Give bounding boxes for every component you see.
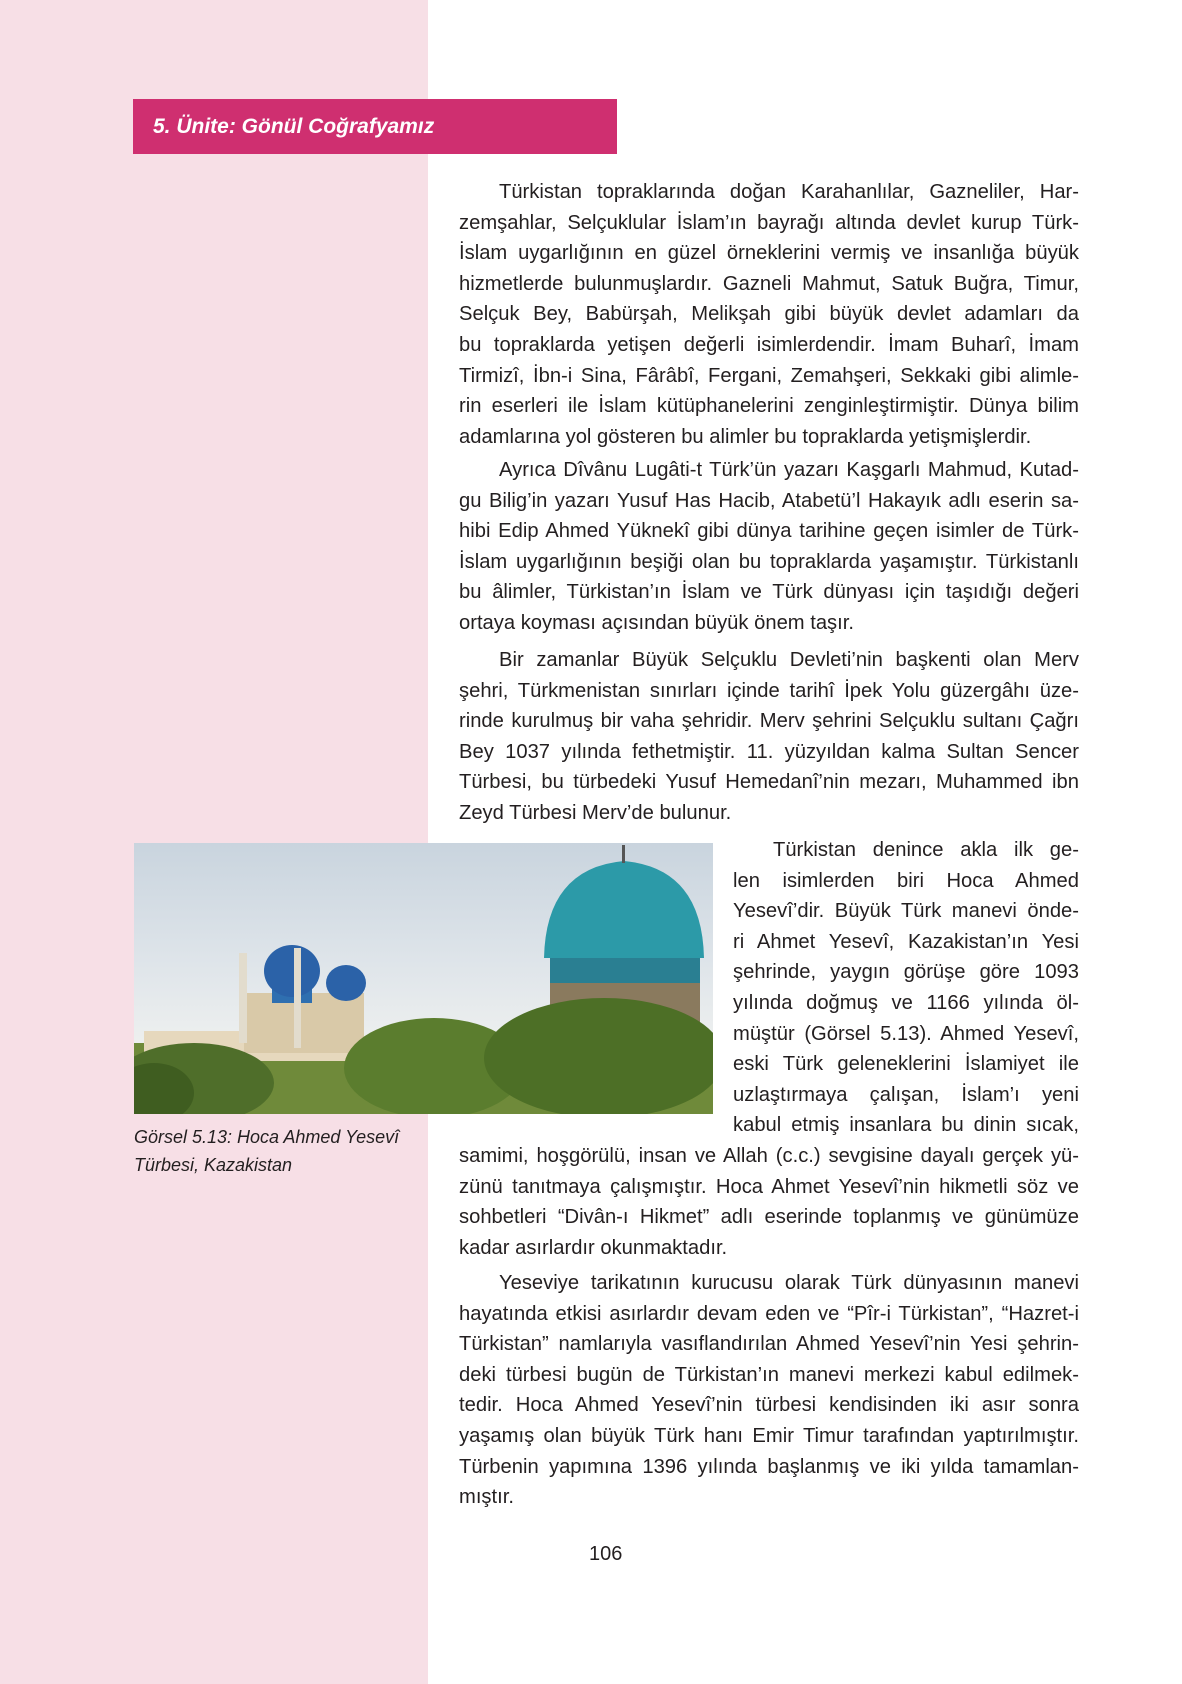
text-line: tedir. Hoca Ahmed Yesevî’nin türbesi kendisinden iki asır sonra [459, 1394, 1079, 1417]
text-line: şehri, Türkmenistan sınırları içinde tarihî İpek Yolu güzergâhı üze- [459, 679, 1079, 702]
text-line: Türkistan denince akla ilk ge- [773, 839, 1079, 861]
text-line: zemşahlar, Selçuklular İslam’ın bayrağı altında devlet kurup Türk- [459, 211, 1079, 234]
text-line: İslam uygarlığının en güzel örneklerini vermiş ve insanlığa büyük [459, 242, 1079, 265]
text-line: samimi, hoşgörülü, insan ve Allah (c.c.) sevgisine dayalı gerçek yü- [459, 1145, 1079, 1167]
text-line: yılında doğmuş ve 1166 yılında öl- [733, 991, 1079, 1014]
text-line: hizmetlerde bulunmuşlardır. Gazneli Mahmut, Satuk Buğra, Timur, [459, 272, 1079, 295]
text-line: rinde kurulmuş bir vaha şehridir. Merv şehrini Selçuklu sultanı Çağrı [459, 710, 1079, 733]
text-line: hayatında etkisi asırlardır devam eden ve “Pîr-i Türkistan”, “Hazret-i [459, 1302, 1079, 1325]
text-line: Ayrıca Dîvânu Lugâti-t Türk’ün yazarı Kaşgarlı Mahmud, Kutad- [499, 459, 1079, 481]
text-line: Bey 1037 yılında fethetmiştir. 11. yüzyıldan kalma Sultan Sencer [459, 740, 1079, 763]
unit-header [133, 99, 617, 154]
text-line: kadar asırlardır okunmaktadır. [459, 1236, 728, 1259]
text-line: kabul etmiş insanlara bu dinin sıcak, [733, 1114, 1079, 1137]
figure-caption [134, 1123, 399, 1179]
text-line: Yeseviye tarikatının kurucusu olarak Türk dünyasının manevi [499, 1272, 1079, 1294]
page-number: 106 [589, 1543, 623, 1565]
text-line: bu âlimler, Türkistan’ın İslam ve Türk dünyası için taşıdığı değeri [459, 581, 1079, 604]
text-line: mıştır. [459, 1486, 514, 1509]
text-line: yaşamış olan büyük Türk hanı Emir Timur tarafından yaptırılmıştır. [459, 1424, 1079, 1447]
text-line: Tirmizî, İbn-i Sina, Fârâbî, Fergani, Zemahşeri, Sekkaki gibi alimle- [459, 364, 1079, 387]
paragraph-4 [459, 1141, 1079, 1263]
text-line: ortaya koyması açısından büyük önem taşır. [459, 611, 854, 634]
text-line: eski Türk geleneklerini İslamiyet ile [733, 1053, 1079, 1076]
caption-line: Görsel 5.13: Hoca Ahmed Yesevî [134, 1127, 400, 1147]
paragraph-1 [459, 177, 1079, 452]
text-line: Türkistan” namlarıyla vasıflandırılan Ahmed Yesevî’nin Yesi şehrin- [459, 1333, 1079, 1356]
paragraph-4-wrapped [733, 835, 1079, 1141]
text-line: zünü tanıtmaya çalışmıştır. Hoca Ahmet Yesevî’nin hikmetli söz ve [459, 1175, 1079, 1198]
text-line: adamlarına yol gösteren bu alimler bu topraklarda yetişmişlerdir. [459, 425, 1032, 448]
text-line: İslam uygarlığının beşiği olan bu topraklarda yaşamıştır. Türkistanlı [459, 550, 1079, 573]
text-line: Zeyd Türbesi Merv’de bulunur. [459, 801, 732, 824]
unit-title: 5. Ünite: Gönül Coğrafyamız [153, 115, 435, 138]
paragraph-5 [459, 1268, 1079, 1513]
text-line: Türbenin yapımına 1396 yılında başlanmış ve iki yılda tamamlan- [459, 1455, 1079, 1478]
text-line: müştür (Görsel 5.13). Ahmed Yesevî, [733, 1022, 1079, 1045]
text-line: Bir zamanlar Büyük Selçuklu Devleti’nin başkenti olan Merv [499, 649, 1079, 671]
paragraph-3 [459, 645, 1079, 829]
text-line: deki türbesi bugün de Türkistan’ın manevi merkezi kabul edilmek- [459, 1363, 1079, 1386]
text-line: Selçuk Bey, Babürşah, Melikşah gibi büyük devlet adamları da [459, 303, 1079, 326]
left-margin-band [0, 0, 428, 1684]
text-line: rin eserleri ile İslam kütüphanelerini zenginleştirmiştir. Dünya bilim [459, 395, 1079, 418]
text-line: Türbesi, bu türbedeki Yusuf Hemedanî’nin mezarı, Muhammed ibn [459, 771, 1079, 794]
text-line: len isimlerden biri Hoca Ahmed [733, 869, 1079, 892]
text-line: Türkistan topraklarında doğan Karahanlılar, Gazneliler, Har- [499, 181, 1079, 203]
text-line: uzlaştırmaya çalışan, İslam’ı yeni [733, 1083, 1079, 1106]
text-line: bu topraklarda yetişen değerli isimlerdendir. İmam Buharî, İmam [459, 333, 1079, 356]
text-line: gu Bilig’in yazarı Yusuf Has Hacib, Atabetü’l Hakayık adlı eserin sa- [459, 489, 1079, 512]
caption-line: Türbesi, Kazakistan [134, 1155, 293, 1175]
text-line: hibi Edip Ahmed Yüknekî gibi dünya tarihine geçen isimler de Türk- [459, 520, 1079, 543]
text-line: sohbetleri “Divân-ı Hikmet” adlı eserinde toplanmış ve günümüze [459, 1206, 1079, 1229]
figure-photo-yesevi-mausoleum [134, 843, 713, 1114]
text-line: şehrinde, yaygın görüşe göre 1093 [733, 961, 1079, 984]
text-line: Yesevî’dir. Büyük Türk manevi önde- [733, 900, 1079, 923]
paragraph-2 [459, 455, 1079, 639]
text-line: ri Ahmet Yesevî, Kazakistan’ın Yesi [733, 930, 1079, 953]
